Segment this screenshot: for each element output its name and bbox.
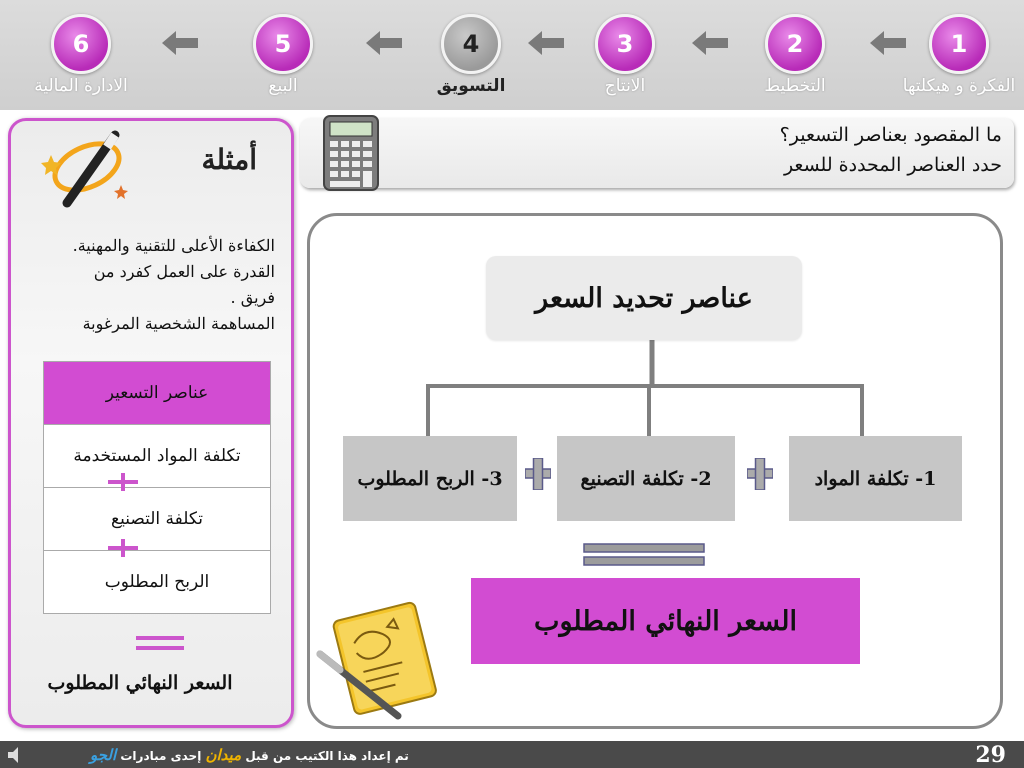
arrow-left-icon xyxy=(364,30,404,56)
calculator-icon xyxy=(322,114,380,192)
arrow-left-icon xyxy=(868,30,908,56)
panel-result: السعر النهائي المطلوب xyxy=(47,672,233,694)
question-box xyxy=(300,118,1014,188)
table-row: تكلفة المواد المستخدمة xyxy=(44,424,270,487)
table-header: عناصر التسعير xyxy=(44,362,270,424)
footer-prefix: تم إعداد هذا الكتيب من قبل xyxy=(245,749,409,763)
speaker-icon xyxy=(6,745,26,765)
arrow-left-icon xyxy=(526,30,566,56)
step-number: 2 xyxy=(765,14,825,74)
diagram-connectors xyxy=(420,340,870,440)
plus-icon xyxy=(747,458,773,490)
step-number: 1 xyxy=(929,14,989,74)
example-line: فريق . xyxy=(230,288,275,307)
panel-title: أمثلة xyxy=(201,143,257,176)
step-label: التسويق xyxy=(436,76,506,96)
pricing-elements-table xyxy=(43,361,271,614)
element-materials-cost: 1- تكلفة المواد xyxy=(789,436,962,521)
question-line-1: ما المقصود بعناصر التسعير؟ xyxy=(779,124,1002,146)
equals-icon xyxy=(583,543,705,567)
question-line-2: حدد العناصر المحددة للسعر xyxy=(783,154,1002,176)
arrow-left-icon xyxy=(690,30,730,56)
step-number: 6 xyxy=(51,14,111,74)
step-label: التخطيط xyxy=(764,76,826,96)
example-line: الكفاءة الأعلى للتقنية والمهنية. xyxy=(72,236,275,255)
step-number: 4 xyxy=(441,14,501,74)
element-required-profit: 3- الربح المطلوب xyxy=(343,436,517,521)
step-6[interactable] xyxy=(0,14,166,96)
footer-brand: ميدان xyxy=(205,746,242,764)
page-number: 29 xyxy=(975,742,1006,768)
plus-icon xyxy=(108,473,138,491)
example-line: القدرة على العمل كفرد من xyxy=(93,262,275,281)
notepad-pen-icon xyxy=(316,600,440,720)
table-row: الربح المطلوب xyxy=(44,550,270,613)
step-number: 5 xyxy=(253,14,313,74)
step-label: الانتاج xyxy=(604,76,646,96)
final-price-box: السعر النهائي المطلوب xyxy=(471,578,860,664)
step-label: الفكرة و هيكلتها xyxy=(902,76,1016,96)
table-row: تكلفة التصنيع xyxy=(44,487,270,550)
example-line: المساهمة الشخصية المرغوبة xyxy=(82,314,275,333)
plus-icon xyxy=(108,539,138,557)
footer-credit xyxy=(90,746,409,764)
diagram-title: عناصر تحديد السعر xyxy=(486,256,802,340)
equals-icon xyxy=(136,636,184,652)
arrow-left-icon xyxy=(160,30,200,56)
element-manufacturing-cost: 2- تكلفة التصنيع xyxy=(557,436,735,521)
footer-bar xyxy=(0,741,1024,768)
step-2[interactable] xyxy=(710,14,880,96)
plus-icon xyxy=(525,458,551,490)
footer-logo: الجو xyxy=(90,746,117,764)
step-label: الادارة المالية xyxy=(34,76,128,96)
footer-middle: إحدى مبادرات xyxy=(120,749,202,763)
magic-wand-icon xyxy=(37,125,133,211)
examples-text xyxy=(25,233,275,337)
step-number: 3 xyxy=(595,14,655,74)
step-5[interactable] xyxy=(198,14,368,96)
step-label: البيع xyxy=(268,76,298,96)
